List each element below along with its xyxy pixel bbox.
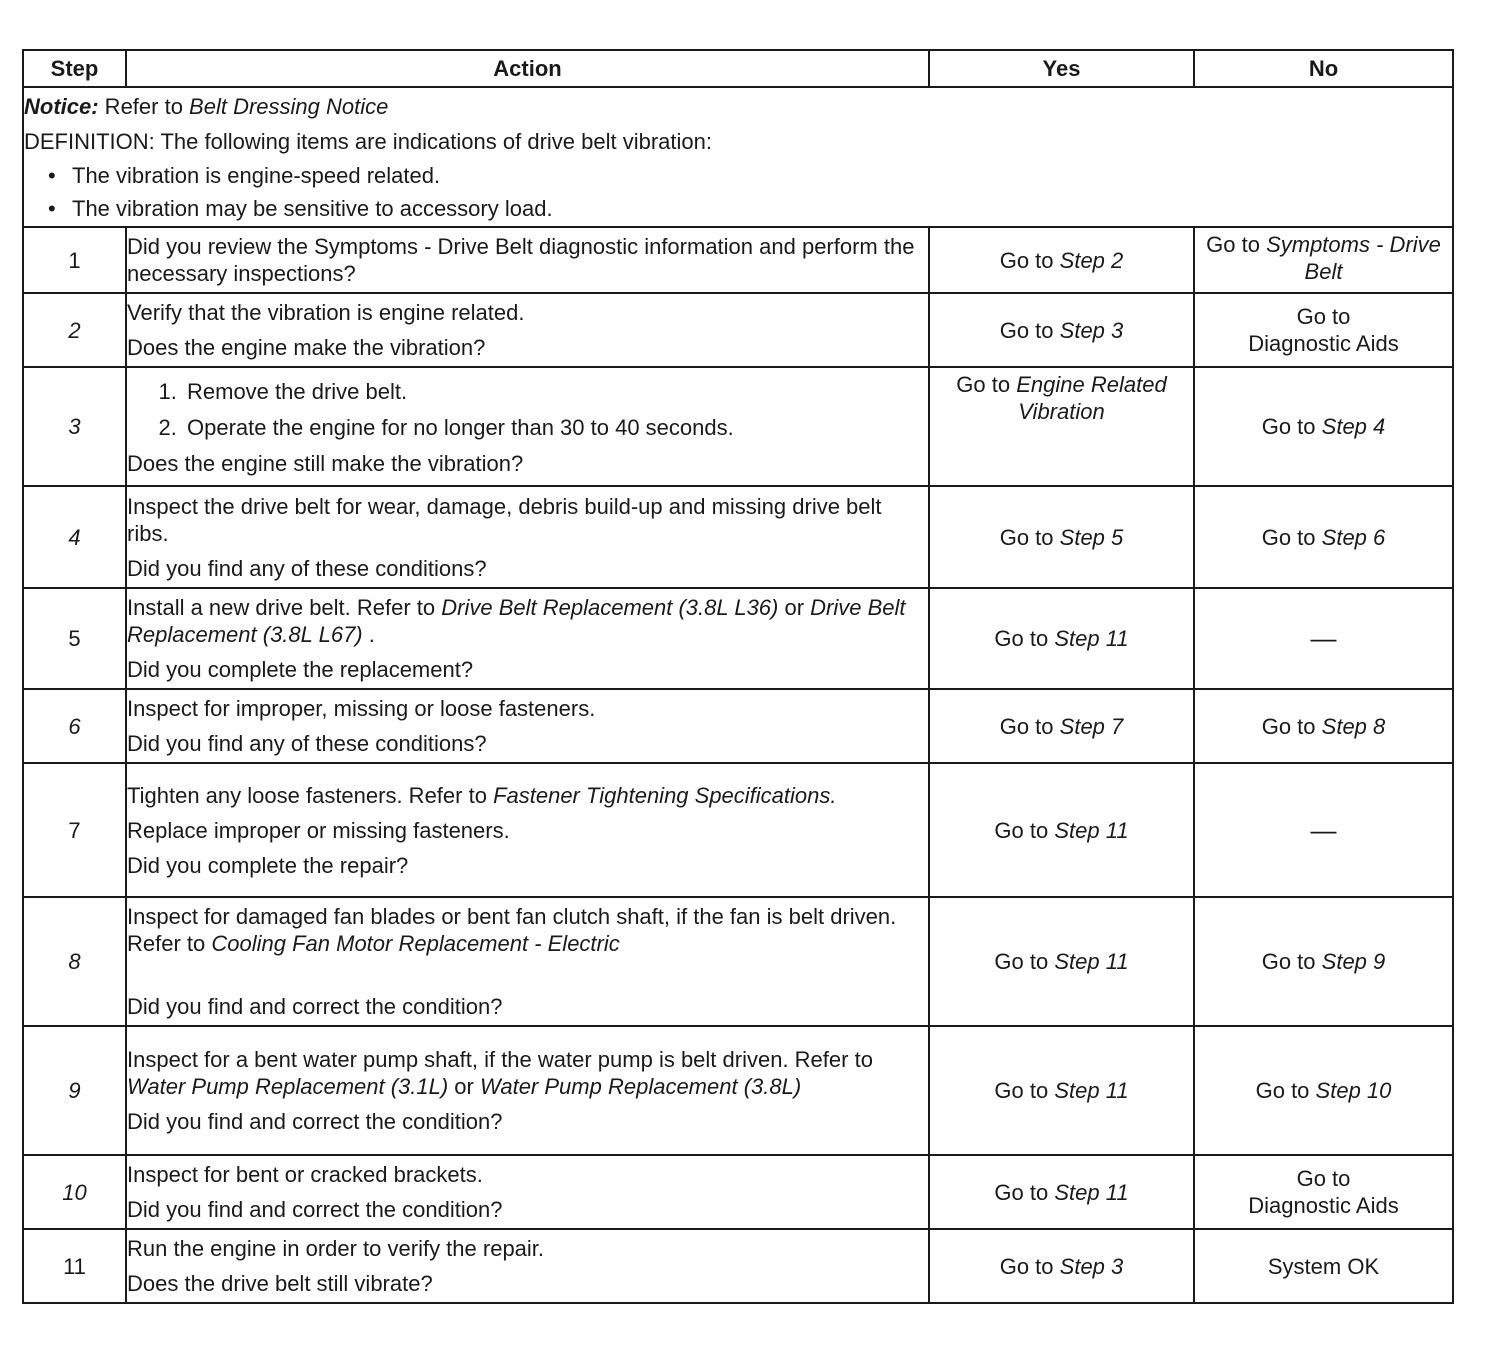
cooling-fan-link[interactable]: Cooling Fan Motor Replacement - Electric [211, 931, 620, 956]
table-row [23, 486, 1453, 588]
bullet-item: • The vibration is engine-speed related. [24, 159, 1452, 192]
step-link[interactable]: Step 11 [1054, 949, 1129, 974]
table-row [23, 689, 1453, 763]
step-link[interactable]: Step 6 [1321, 524, 1386, 550]
yes-cell: Go to Step 7 [929, 689, 1194, 763]
yes-cell: Go to Engine Related Vibration [929, 367, 1194, 486]
action-cell: 1. Remove the drive belt. 2. Operate the engine for no longer than 30 to 40 seconds. Does the engine still make the vibration? [126, 367, 929, 486]
notice-line [24, 89, 1452, 125]
yes-cell: Go to Step 11 [929, 588, 1194, 689]
no-cell: Go to Step 6 [1194, 486, 1453, 588]
table-row [23, 367, 1453, 486]
yes-cell: Go to Step 11 [929, 1026, 1194, 1155]
action-cell: Inspect the drive belt for wear, damage, debris build-up and missing drive belt ribs. Did you find any of these conditions? [126, 486, 929, 588]
table-row [23, 1026, 1453, 1155]
action-cell: Inspect for a bent water pump shaft, if the water pump is belt driven. Refer to Water Pump Replacement (3.1L) or Water Pump Replacement (3.8L) Did you find and correct the condition? [126, 1026, 929, 1155]
step-number: 6 [23, 689, 126, 763]
table-row [23, 1155, 1453, 1229]
action-cell: Inspect for damaged fan blades or bent fan clutch shaft, if the fan is belt driven. Refer to Cooling Fan Motor Replacement - Electric Did you find and correct the condition? [126, 897, 929, 1026]
action-cell: Install a new drive belt. Refer to Drive Belt Replacement (3.8L L36) or Drive Belt Replacement (3.8L L67) . Did you complete the replacement? [126, 588, 929, 689]
no-cell: Go to Step 4 [1194, 367, 1453, 486]
yes-cell: Go to Step 5 [929, 486, 1194, 588]
table-row [23, 763, 1453, 897]
header-row [23, 50, 1453, 87]
notice-row [23, 87, 1453, 227]
step-link[interactable]: Step 5 [1059, 524, 1124, 550]
step-number: 7 [23, 763, 126, 897]
step-link[interactable]: Step 9 [1321, 949, 1386, 974]
step-link[interactable]: Step 8 [1321, 713, 1386, 739]
no-cell: Go to Diagnostic Aids [1194, 293, 1453, 367]
action-cell: Inspect for bent or cracked brackets. Did you find and correct the condition? [126, 1155, 929, 1229]
yes-cell: Go to Step 11 [929, 897, 1194, 1026]
no-cell: — [1194, 588, 1453, 689]
water-pump-38-link[interactable]: Water Pump Replacement (3.8L) [479, 1074, 802, 1099]
step-link[interactable]: Step 11 [1054, 1078, 1129, 1103]
no-cell: Go to Step 9 [1194, 897, 1453, 1026]
bullet-icon: • [48, 163, 56, 188]
table-row [23, 897, 1453, 1026]
no-cell: Go to Step 8 [1194, 689, 1453, 763]
no-cell: Go to Symptoms - Drive Belt [1194, 227, 1453, 293]
action-cell: Did you review the Symptoms - Drive Belt diagnostic information and perform the necessary inspections? [126, 227, 929, 293]
step-number: 10 [23, 1155, 126, 1229]
yes-cell: Go to Step 2 [929, 227, 1194, 293]
no-cell: Go to Diagnostic Aids [1194, 1155, 1453, 1229]
table-row [23, 227, 1453, 293]
no-cell: System OK [1194, 1229, 1453, 1303]
header-yes: Yes [929, 50, 1194, 87]
no-cell: Go to Step 10 [1194, 1026, 1453, 1155]
step-number: 5 [23, 588, 126, 689]
drive-belt-l36-link[interactable]: Drive Belt Replacement (3.8L L36) [441, 595, 779, 620]
bullet-item: • The vibration may be sensitive to accessory load. [24, 192, 1452, 225]
header-step: Step [23, 50, 126, 87]
water-pump-31-link[interactable]: Water Pump Replacement (3.1L) [127, 1074, 449, 1099]
step-link[interactable]: Step 11 [1054, 1179, 1129, 1205]
action-cell: Inspect for improper, missing or loose fasteners. Did you find any of these conditions? [126, 689, 929, 763]
engine-related-vibration-link[interactable]: Engine Related Vibration [1016, 372, 1167, 424]
numbered-list: 1. Remove the drive belt. 2. Operate the engine for no longer than 30 to 40 seconds. [127, 378, 928, 441]
notice-link: Belt Dressing Notice [189, 94, 389, 119]
yes-cell: Go to Step 3 [929, 293, 1194, 367]
step-number: 9 [23, 1026, 126, 1155]
step-link[interactable]: Step 4 [1321, 414, 1386, 439]
diagnostic-aids-link[interactable]: Diagnostic Aids [1248, 1193, 1399, 1218]
step-link[interactable]: Step 11 [1054, 626, 1129, 651]
table-row [23, 1229, 1453, 1303]
yes-cell: Go to Step 3 [929, 1229, 1194, 1303]
no-cell: — [1194, 763, 1453, 897]
yes-cell: Go to Step 11 [929, 763, 1194, 897]
step-link[interactable]: Step 3 [1059, 317, 1124, 343]
fastener-spec-link[interactable]: Fastener Tightening Specifications. [493, 782, 837, 808]
action-cell: Verify that the vibration is engine related. Does the engine make the vibration? [126, 293, 929, 367]
table-row [23, 293, 1453, 367]
action-cell: Run the engine in order to verify the repair. Does the drive belt still vibrate? [126, 1229, 929, 1303]
header-action: Action [126, 50, 929, 87]
step-link[interactable]: Step 2 [1059, 247, 1124, 273]
step-number: 11 [23, 1229, 126, 1303]
step-number: 8 [23, 897, 126, 1026]
table-row [23, 588, 1453, 689]
bullet-icon: • [48, 196, 56, 221]
step-link[interactable]: Step 10 [1315, 1078, 1392, 1103]
symptoms-link[interactable]: Symptoms - Drive Belt [1266, 232, 1441, 284]
header-no: No [1194, 50, 1453, 87]
step-link[interactable]: Step 11 [1054, 817, 1129, 843]
notice-label: Notice: [24, 94, 99, 119]
step-number: 3 [23, 367, 126, 486]
definition-text: DEFINITION: The following items are indications of drive belt vibration: [24, 129, 712, 154]
step-link[interactable]: Step 3 [1059, 1253, 1124, 1279]
diagnostic-aids-link[interactable]: Diagnostic Aids [1248, 331, 1399, 356]
step-number: 1 [23, 227, 126, 293]
diagnostic-table [22, 49, 1454, 1304]
drive-belt-l67-link[interactable]: Drive Belt Replacement (3.8L L67) [127, 595, 906, 647]
notice-cell [23, 87, 1453, 227]
step-number: 2 [23, 293, 126, 367]
step-number: 4 [23, 486, 126, 588]
yes-cell: Go to Step 11 [929, 1155, 1194, 1229]
notice-text: Refer to [98, 94, 190, 119]
action-cell: Tighten any loose fasteners. Refer to Fastener Tightening Specifications. Replace improper or missing fasteners. Did you complete the repair? [126, 763, 929, 897]
step-link[interactable]: Step 7 [1059, 713, 1124, 739]
